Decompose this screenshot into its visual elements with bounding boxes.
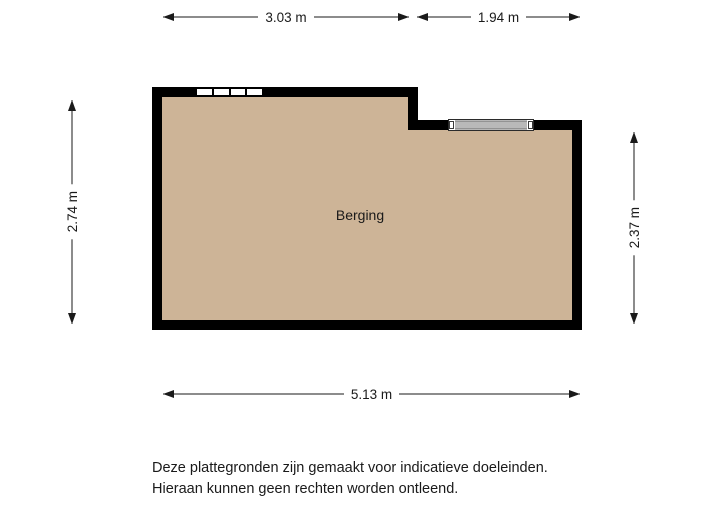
wall-top-left (152, 87, 418, 97)
window-pane (214, 89, 229, 95)
dimension-top-left-label: 3.03 m (258, 10, 313, 25)
window-jamb-left (449, 121, 454, 129)
disclaimer-line-2: Hieraan kunnen geen rechten worden ontleend. (152, 481, 459, 497)
dimension-right-label: 2.37 m (627, 200, 642, 255)
dimension-left-label: 2.74 m (65, 184, 80, 239)
window-pane-strip (197, 89, 262, 95)
window-jamb-right (528, 121, 533, 129)
disclaimer (0, 458, 720, 500)
window-pane (197, 89, 212, 95)
window-rail (455, 121, 527, 130)
window-sliding-right[interactable] (448, 119, 534, 131)
wall-right (572, 120, 582, 330)
window-pane (247, 89, 262, 95)
room-label-berging: Berging (335, 207, 385, 223)
window-top[interactable] (195, 87, 264, 97)
wall-bottom (152, 320, 582, 330)
window-pane (231, 89, 246, 95)
floor-fill-right (408, 130, 572, 321)
wall-top-right-a (408, 120, 448, 130)
wall-left (152, 87, 162, 330)
dimension-top-right-label: 1.94 m (471, 10, 526, 25)
disclaimer-line-1: Deze plattegronden zijn gemaakt voor indicatieve doeleinden. (152, 460, 548, 476)
dimension-bottom-label: 5.13 m (344, 387, 399, 402)
